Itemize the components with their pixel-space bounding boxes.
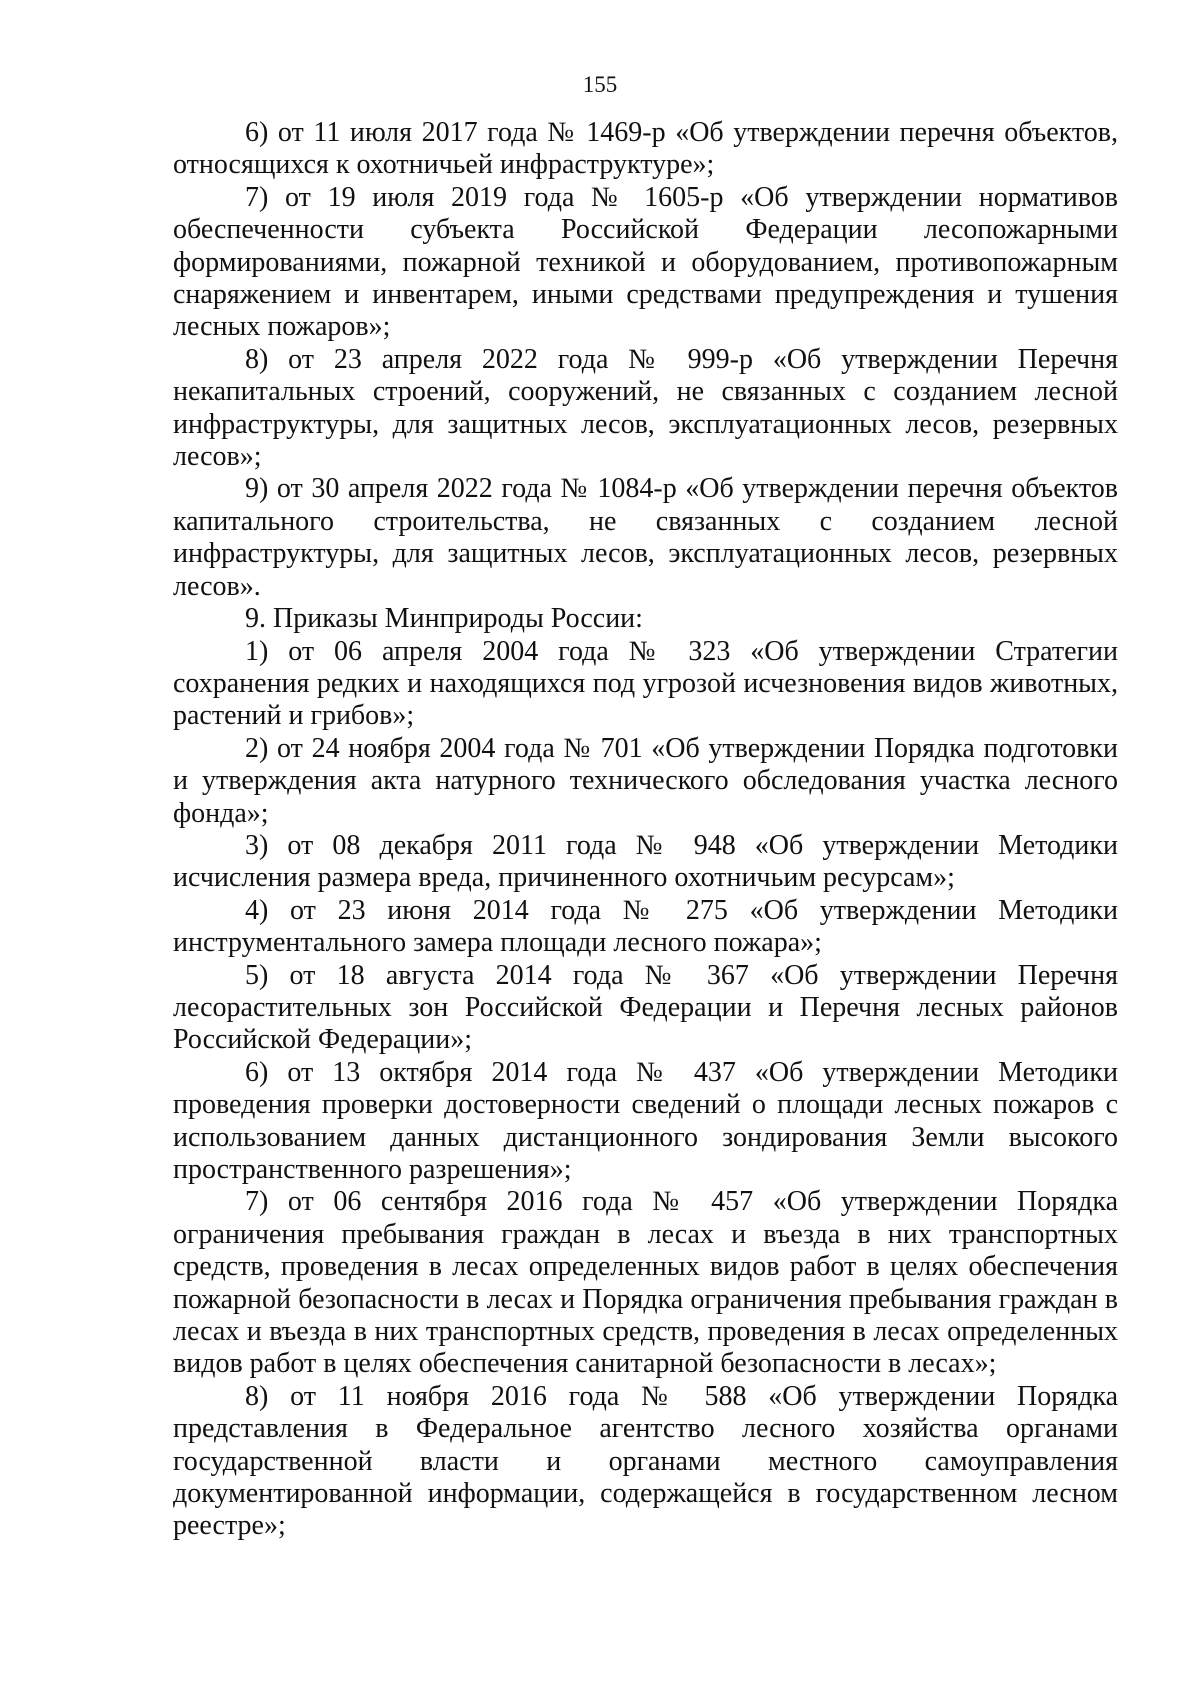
list-item-order-701: 2) от 24 ноября 2004 года № 701 «Об утверждении Порядка подготовки и утверждения акта натурного технического обследования участка лесного фонда»;: [173, 732, 1118, 829]
list-item-order-275: 4) от 23 июня 2014 года № 275 «Об утверждении Методики инструментального замера площади лесного пожара»;: [173, 894, 1118, 959]
list-item-order-323: 1) от 06 апреля 2004 года № 323 «Об утверждении Стратегии сохранения редких и находящихся под угрозой исчезновения видов животных, растений и грибов»;: [173, 635, 1118, 732]
list-item-order-1084: 9) от 30 апреля 2022 года № 1084-р «Об утверждении перечня объектов капитального строительства, не связанных с созданием лесной инфраструктуры, для защитных лесов, эксплуатационных лесов, резервных лесов».: [173, 473, 1118, 602]
list-item-order-588: 8) от 11 ноября 2016 года № 588 «Об утверждении Порядка представления в Федеральное агентство лесного хозяйства органами государственной власти и органами местного самоуправления документированной информации, содержащейся в государственном лесном реестре»;: [173, 1380, 1118, 1542]
list-item-order-457: 7) от 06 сентября 2016 года № 457 «Об утверждении Порядка ограничения пребывания граждан в лесах и въезда в них транспортных средств, проведения в лесах определенных видов работ в целях обеспечения пожарной безопасности в лесах и Порядка ограничения пребывания граждан в лесах и въезда в них транспортных средств, проведения в лесах определенных видов работ в целях обеспечения санитарной безопасности в лесах»;: [173, 1186, 1118, 1380]
list-item-order-999: 8) от 23 апреля 2022 года № 999-р «Об утверждении Перечня некапитальных строений, сооружений, не связанных с созданием лесной инфраструктуры, для защитных лесов, эксплуатационных лесов, резервных лесов»;: [173, 343, 1118, 473]
list-item-order-948: 3) от 08 декабря 2011 года № 948 «Об утверждении Методики исчисления размера вреда, причиненного охотничьим ресурсам»;: [173, 829, 1118, 894]
document-body: [173, 117, 1118, 1543]
list-item-order-367: 5) от 18 августа 2014 года № 367 «Об утверждении Перечня лесорастительных зон Российской Федерации и Перечня лесных районов Российской Федерации»;: [173, 959, 1118, 1056]
list-item-order-1469: 6) от 11 июля 2017 года № 1469-р «Об утверждении перечня объектов, относящихся к охотничьей инфраструктуре»;: [173, 117, 1118, 181]
list-item-order-437: 6) от 13 октября 2014 года № 437 «Об утверждении Методики проведения проверки достоверности сведений о площади лесных пожаров с использованием данных дистанционного зондирования Земли высокого пространственного разрешения»;: [173, 1056, 1118, 1185]
page-number: 155: [582, 72, 618, 97]
list-item-order-1605: 7) от 19 июля 2019 года № 1605-р «Об утверждении нормативов обеспеченности субъекта Российской Федерации лесопожарными формированиями, пожарной техникой и оборудованием, противопожарным снаряжением и инвентарем, иными средствами предупреждения и тушения лесных пожаров»;: [173, 181, 1118, 343]
section-heading-minprirody: 9. Приказы Минприроды России:: [245, 603, 643, 635]
